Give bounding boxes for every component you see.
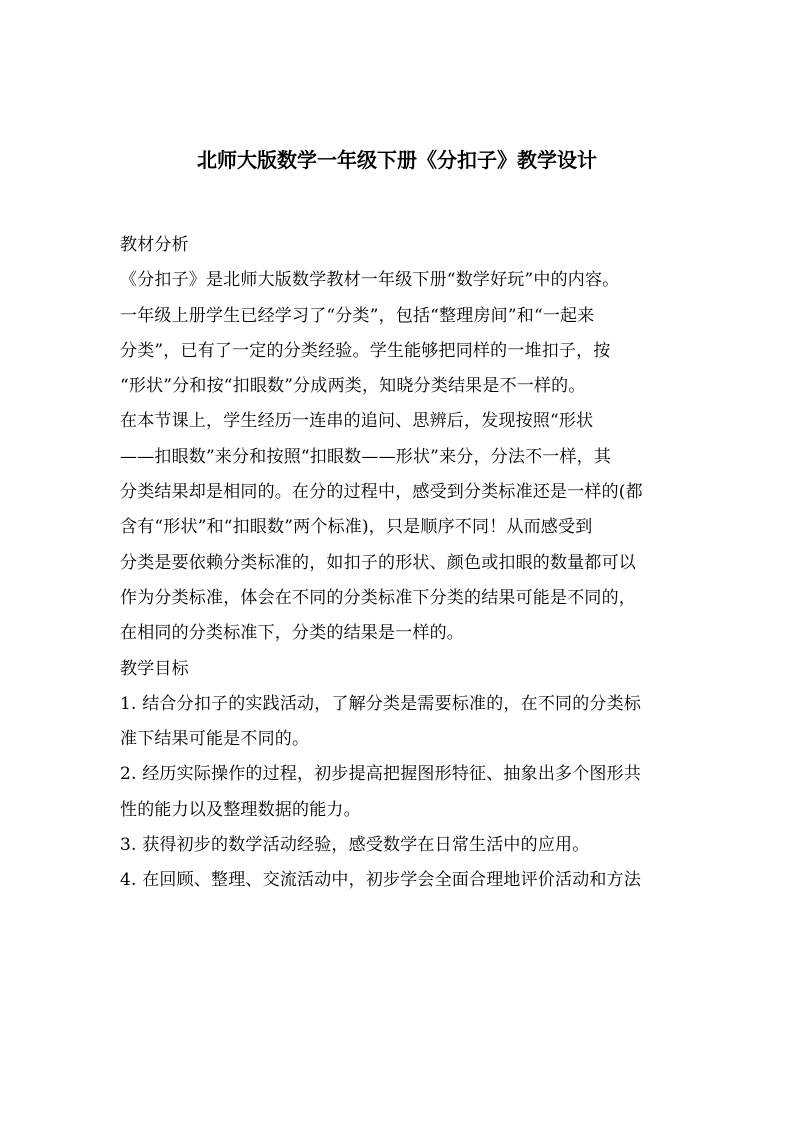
paragraph-line: ——扣眼数”来分和按照“扣眼数——形状”来分，分法不一样，其 xyxy=(120,446,612,467)
paragraph-line: 在相同的分类标准下，分类的结果是一样的。 xyxy=(120,623,464,644)
goal-item-line: 4. 在回顾、整理、交流活动中，初步学会全面合理地评价活动和方法 xyxy=(120,870,642,891)
document-title: 北师大版数学一年级下册《分扣子》教学设计 xyxy=(197,148,597,172)
paragraph-line: 《分扣子》是北师大版数学教材一年级下册“数学好玩”中的内容。 xyxy=(120,270,620,291)
document-body xyxy=(120,228,690,899)
goal-item-line: 性的能力以及整理数据的能力。 xyxy=(120,799,361,820)
paragraph-line: 分类是要依赖分类标准的，如扣子的形状、颜色或扣眼的数量都可以 xyxy=(120,552,636,573)
paragraph-line: 含有“形状”和“扣眼数”两个标准)，只是顺序不同！从而感受到 xyxy=(120,517,593,538)
paragraph-line: 分类”，已有了一定的分类经验。学生能够把同样的一堆扣子，按 xyxy=(120,340,611,361)
goal-item-line: 1. 结合分扣子的实践活动，了解分类是需要标准的，在不同的分类标 xyxy=(120,693,642,714)
paragraph-line: 分类结果却是相同的。在分的过程中，感受到分类标准还是一样的(都 xyxy=(120,482,643,503)
section-heading-textbook-analysis: 教材分析 xyxy=(120,235,189,255)
goal-item-line: 3. 获得初步的数学活动经验，感受数学在日常生活中的应用。 xyxy=(120,835,590,856)
goal-item-line: 准下结果可能是不同的。 xyxy=(120,729,310,750)
goal-item-line: 2. 经历实际操作的过程，初步提高把握图形特征、抽象出多个图形共 xyxy=(120,764,642,785)
paragraph-line: “形状”分和按“扣眼数”分成两类，知晓分类结果是不一样的。 xyxy=(120,376,586,397)
paragraph-line: 作为分类标准，体会在不同的分类标准下分类的结果可能是不同的， xyxy=(120,587,636,608)
paragraph-line: 一年级上册学生已经学习了“分类”，包括“整理房间”和“一起来 xyxy=(120,305,595,326)
paragraph-line: 在本节课上，学生经历一连串的追问、思辨后，发现按照“形状 xyxy=(120,411,594,432)
section-heading-teaching-goals: 教学目标 xyxy=(120,658,189,679)
